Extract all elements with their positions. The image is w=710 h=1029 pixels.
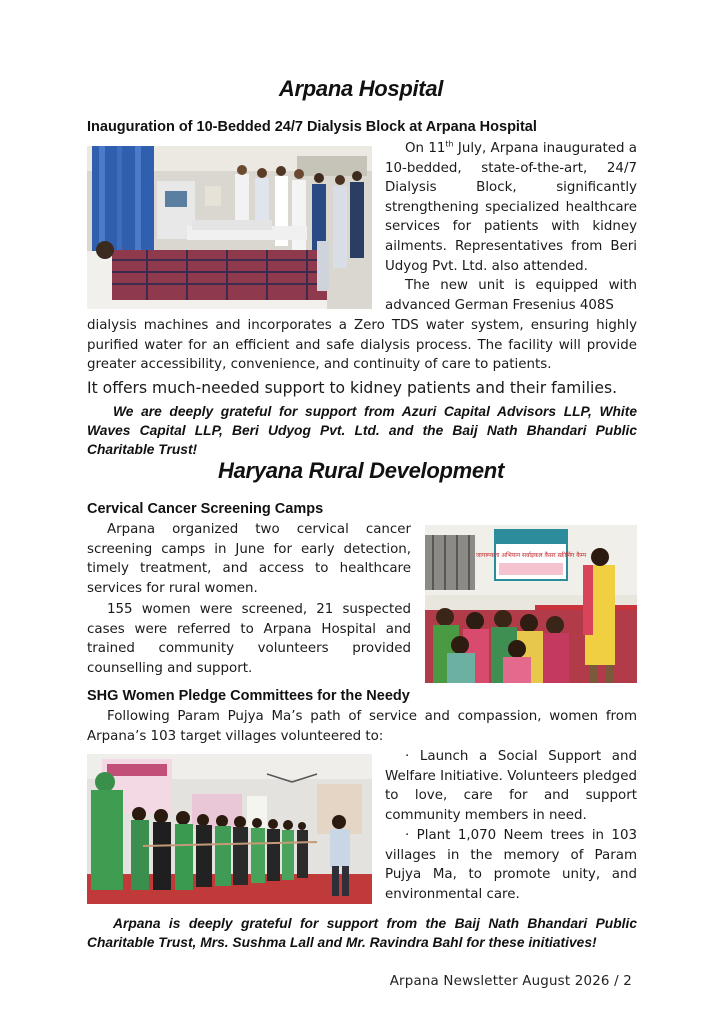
hospital-thanks-note: We are deeply grateful for support from Azuri Capital Advisors LLP, White Waves Capital LLP, Beri Udyog Pvt. Ltd. and the Baij Nath Bhandari Public Charitable Trust!	[87, 404, 637, 457]
shg-heading: SHG Women Pledge Committees for the Needy	[87, 688, 410, 704]
cervical-heading: Cervical Cancer Screening Camps	[87, 501, 324, 517]
date-superscript: th	[445, 139, 454, 149]
bullet-marker: ·	[405, 828, 410, 843]
dialysis-heading: Inauguration of 10-Bedded 24/7 Dialysis Block at Arpana Hospital	[87, 119, 537, 135]
section-title-arpana-hospital: Arpana Hospital	[278, 76, 444, 101]
pledge-photo	[87, 754, 372, 904]
rural-thanks-note: Arpana is deeply grateful for support from the Baij Nath Bhandari Public Charitable Trust, Mrs. Sushma Lall and Mr. Ravindra Bahl for these initiatives!	[87, 916, 637, 950]
cervical-paragraph-2: 155 women were screened, 21 suspected cases were referred to Arpana Hospital and trained community volunteers provided counselling and support.	[87, 602, 411, 676]
shg-bullet-2	[385, 826, 637, 904]
shg-bullet-1	[385, 747, 637, 825]
dialysis-date-text: On 11	[405, 141, 446, 156]
shg-bullet-1-text: Launch a Social Support and Welfare Initiative. Volunteers pledged to love, care for and support community members in need.	[385, 749, 637, 823]
section-title-rural-development: Haryana Rural Development	[218, 458, 504, 483]
screening-camp-photo	[425, 525, 637, 683]
dialysis-inauguration-photo	[87, 146, 372, 309]
banner-text: जागरूकता अभियान सर्वाइकल कैंसर स्क्रीनिंग कैम्प	[475, 552, 587, 559]
page-footer: Arpana Newsletter August 2026 / 2	[389, 974, 632, 989]
shg-bullet-2-text: Plant 1,070 Neem trees in 103 villages in the memory of Param Pujya Ma, to promote unity, and environmental care.	[385, 828, 637, 902]
bullet-marker: ·	[405, 749, 410, 764]
dialysis-paragraph-2-closing: It offers much-needed support to kidney patients and their families.	[87, 379, 618, 397]
dialysis-paragraph-2-continued: dialysis machines and incorporates a Zero TDS water system, ensuring highly purified water for an efficient and safe dialysis process. The facility will provide greater accessibility, convenience, and continuity of care to patients.	[87, 318, 637, 373]
dialysis-paragraph-1-text: July, Arpana inaugurated a 10-bedded, state-of-the-art, 24/7 Dialysis Block, significantly strengthening specialized healthcare services for patients with kidney ailments. Representatives from Beri Udyog Pvt. Ltd. also attended.	[385, 141, 637, 274]
cervical-paragraph-1: Arpana organized two cervical cancer screening camps in June for early detection, timely treatment, and access to healthcare services for rural women.	[87, 522, 411, 596]
dialysis-paragraph-2-wrap: The new unit is equipped with advanced German Fresenius 408S	[385, 278, 637, 313]
shg-intro: Following Param Pujya Ma’s path of service and compassion, women from Arpana’s 103 target villages volunteered to:	[87, 709, 637, 744]
dialysis-paragraph-1	[385, 139, 637, 276]
